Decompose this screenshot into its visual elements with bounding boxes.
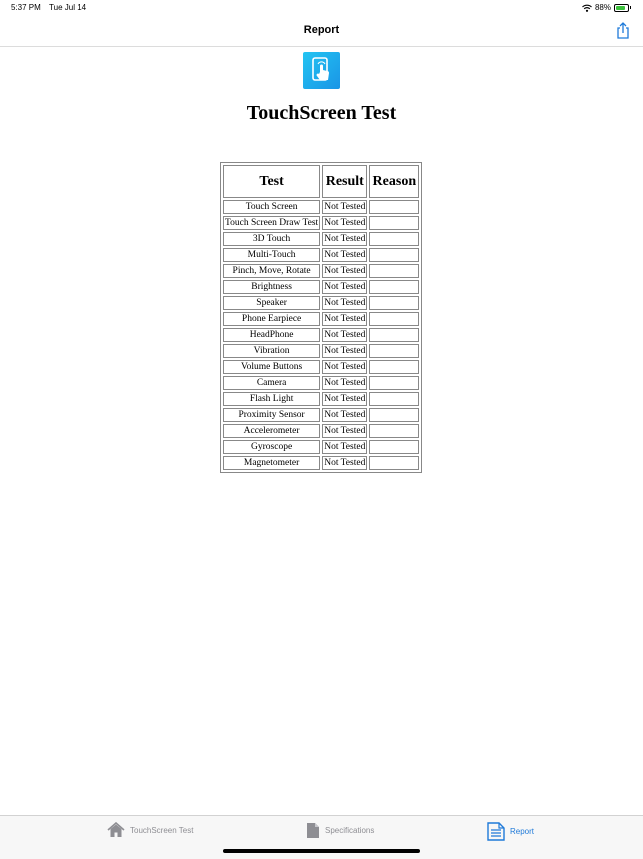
table-row bbox=[223, 248, 419, 262]
reason-cell bbox=[369, 296, 419, 310]
test-name-cell: Proximity Sensor bbox=[223, 408, 320, 422]
table-row bbox=[223, 360, 419, 374]
result-cell: Not Tested bbox=[324, 346, 366, 356]
test-name-cell: Accelerometer bbox=[223, 424, 320, 438]
reason-cell bbox=[369, 216, 419, 230]
reason-cell bbox=[369, 408, 419, 422]
test-name-cell: Phone Earpiece bbox=[223, 312, 320, 326]
test-name-cell: Brightness bbox=[223, 280, 320, 294]
test-name-cell: Vibration bbox=[223, 344, 320, 358]
reason-cell bbox=[369, 440, 419, 454]
test-name-cell: Touch Screen Draw Test bbox=[225, 218, 319, 228]
result-cell: Not Tested bbox=[324, 410, 366, 420]
table-row bbox=[223, 456, 419, 470]
result-cell: Not Tested bbox=[324, 426, 366, 436]
table-row bbox=[223, 392, 419, 406]
result-cell: Not Tested bbox=[324, 282, 366, 292]
tab-touchscreen-test[interactable] bbox=[107, 822, 193, 838]
tab-label: Specifications bbox=[325, 826, 375, 835]
share-icon[interactable] bbox=[615, 22, 631, 40]
table-row bbox=[223, 408, 419, 422]
reason-cell bbox=[369, 264, 419, 278]
result-cell: Not Tested bbox=[324, 442, 366, 452]
column-header-test: Test bbox=[223, 165, 320, 198]
table-row bbox=[223, 312, 419, 326]
result-cell: Not Tested bbox=[324, 458, 366, 468]
result-cell: Not Tested bbox=[324, 202, 366, 212]
home-icon bbox=[107, 822, 125, 838]
test-name-cell: Gyroscope bbox=[223, 440, 320, 454]
test-name-cell: 3D Touch bbox=[223, 232, 320, 246]
result-cell: Not Tested bbox=[324, 250, 366, 260]
test-name-cell: Pinch, Move, Rotate bbox=[223, 264, 320, 278]
column-header-reason: Reason bbox=[369, 165, 419, 198]
test-name-cell: Speaker bbox=[223, 296, 320, 310]
table-row bbox=[223, 232, 419, 246]
tab-label: Report bbox=[510, 827, 535, 836]
test-name-cell: HeadPhone bbox=[223, 328, 320, 342]
tab-label: TouchScreen Test bbox=[130, 825, 194, 835]
battery-percent: 88% bbox=[594, 3, 611, 12]
result-cell: Not Tested bbox=[324, 314, 366, 324]
document-icon bbox=[306, 822, 320, 839]
table-row bbox=[223, 424, 419, 438]
test-name-cell: Multi-Touch bbox=[223, 248, 320, 262]
result-cell: Not Tested bbox=[324, 394, 366, 404]
report-icon bbox=[487, 822, 505, 841]
table-row bbox=[223, 264, 419, 278]
reason-cell bbox=[369, 248, 419, 262]
reason-cell bbox=[369, 456, 419, 470]
battery-icon bbox=[614, 4, 629, 12]
wifi-icon bbox=[582, 4, 592, 12]
result-cell: Not Tested bbox=[324, 330, 366, 340]
test-name-cell: Camera bbox=[223, 376, 320, 390]
app-logo-icon bbox=[303, 52, 340, 89]
tab-specifications[interactable] bbox=[306, 822, 374, 839]
reason-cell bbox=[369, 200, 419, 214]
status-bar bbox=[0, 0, 643, 16]
table-row bbox=[223, 376, 419, 390]
result-cell: Not Tested bbox=[324, 378, 366, 388]
table-row bbox=[223, 328, 419, 342]
table-row bbox=[223, 200, 419, 214]
status-date: Tue Jul 14 bbox=[49, 3, 87, 12]
tab-report[interactable] bbox=[487, 822, 534, 841]
table-row bbox=[223, 296, 419, 310]
test-name-cell: Flash Light bbox=[223, 392, 320, 406]
status-time: 5:37 PM bbox=[11, 3, 41, 12]
table-row bbox=[223, 440, 419, 454]
table-row bbox=[223, 216, 419, 230]
nav-title: Report bbox=[303, 24, 340, 36]
reason-cell bbox=[369, 312, 419, 326]
result-cell: Not Tested bbox=[324, 266, 366, 276]
test-name-cell: Touch Screen bbox=[223, 200, 320, 214]
reason-cell bbox=[369, 376, 419, 390]
table-row bbox=[223, 344, 419, 358]
report-table bbox=[220, 162, 422, 473]
test-name-cell: Volume Buttons bbox=[223, 360, 320, 374]
reason-cell bbox=[369, 328, 419, 342]
reason-cell bbox=[369, 232, 419, 246]
column-header-result: Result bbox=[322, 165, 367, 198]
page-title: TouchScreen Test bbox=[246, 102, 397, 124]
navigation-bar bbox=[0, 16, 643, 47]
result-cell: Not Tested bbox=[324, 218, 366, 228]
table-header-row bbox=[223, 165, 419, 198]
reason-cell bbox=[369, 280, 419, 294]
result-cell: Not Tested bbox=[324, 362, 366, 372]
result-cell: Not Tested bbox=[324, 298, 366, 308]
test-name-cell: Magnetometer bbox=[223, 456, 320, 470]
reason-cell bbox=[369, 360, 419, 374]
table-row bbox=[223, 280, 419, 294]
reason-cell bbox=[369, 392, 419, 406]
reason-cell bbox=[369, 344, 419, 358]
home-indicator bbox=[223, 849, 420, 853]
reason-cell bbox=[369, 424, 419, 438]
result-cell: Not Tested bbox=[324, 234, 366, 244]
